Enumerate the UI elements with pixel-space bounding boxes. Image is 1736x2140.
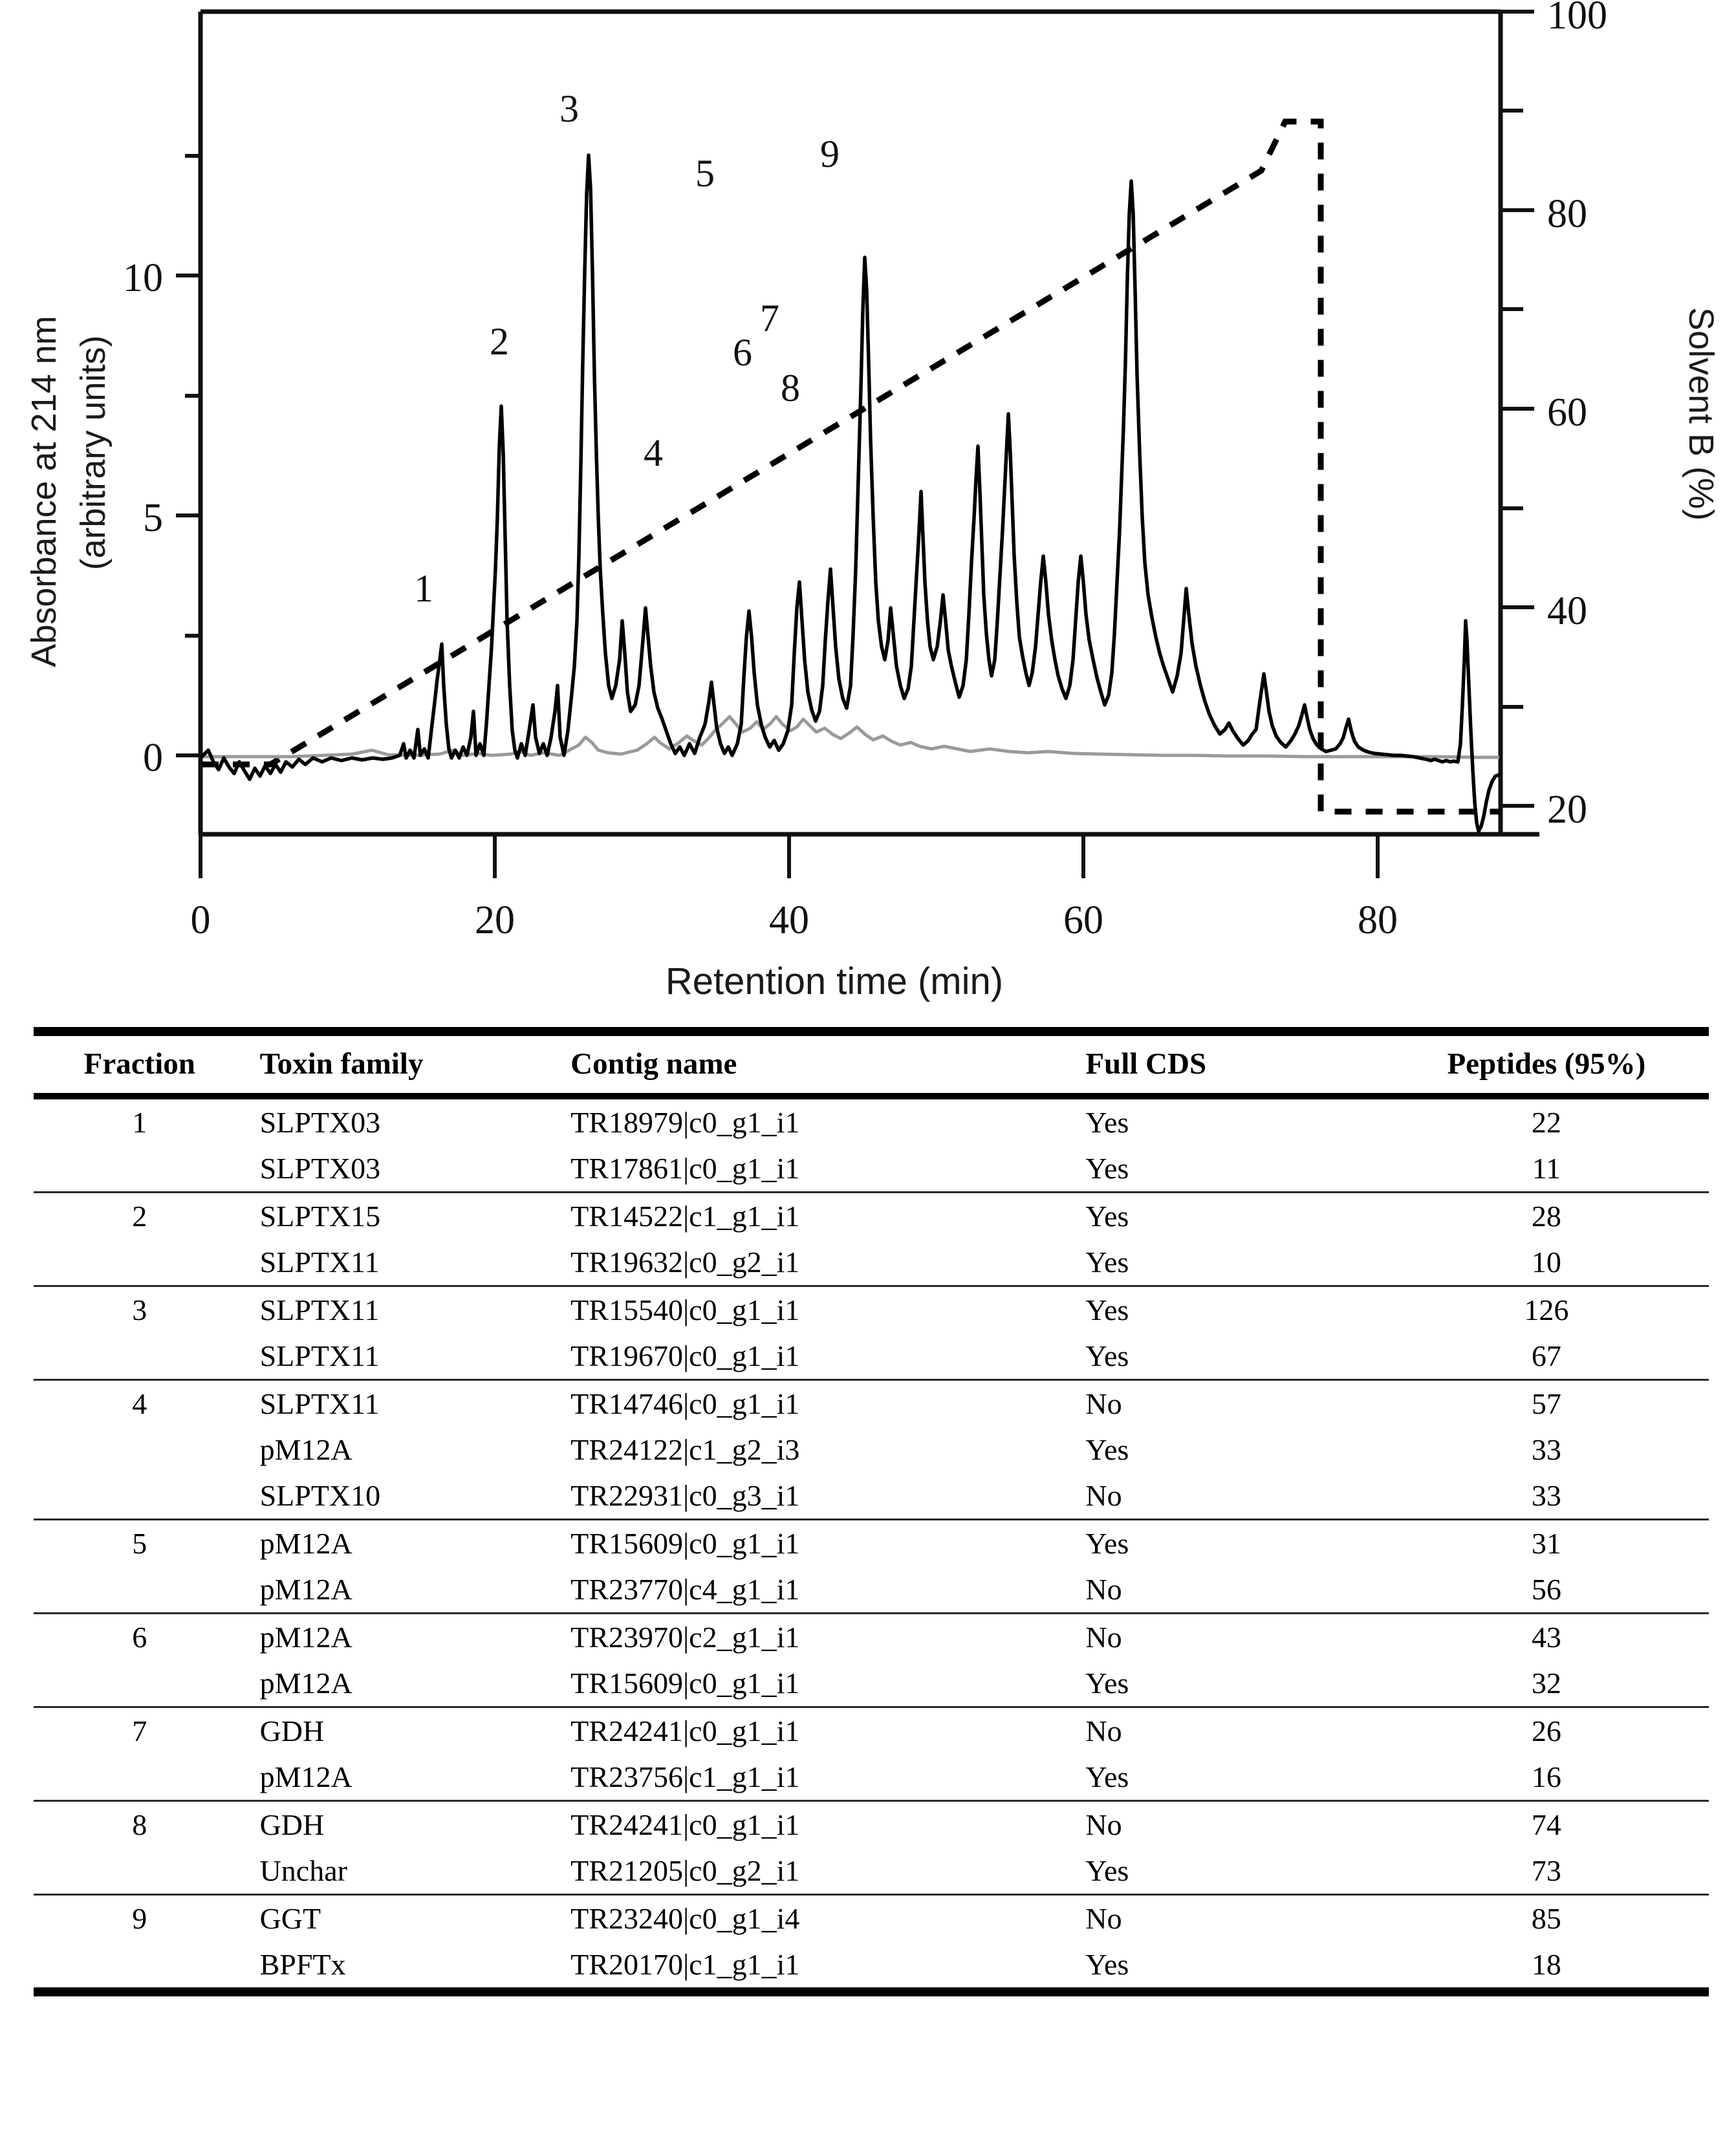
cell-peptides: 16 (1531, 1760, 1561, 1793)
peak-label-7: 7 (760, 297, 779, 340)
table-body (34, 1096, 1709, 1987)
cell-contig-name: TR23770|c4_g1_i1 (570, 1573, 800, 1606)
col-header-toxin-family: Toxin family (246, 1032, 558, 1096)
cell-toxin-family: pM12A (259, 1760, 353, 1793)
cell-fraction: 8 (34, 1801, 246, 1848)
right-tick-label-40: 40 (1547, 589, 1587, 633)
cell-full-cds: Yes (1085, 1106, 1129, 1139)
cell-fraction (34, 1566, 246, 1614)
cell-peptides: 57 (1384, 1380, 1709, 1427)
cell-full-cds: Yes (1085, 1760, 1129, 1793)
cell-peptides: 126 (1384, 1286, 1709, 1334)
table-row (34, 1520, 1709, 1567)
peak-label-1: 1 (414, 567, 433, 610)
cell-contig-name: TR24241|c0_g1_i1 (558, 1707, 1066, 1755)
cell-toxin-family: GGT (246, 1895, 558, 1942)
peak-label-4: 4 (644, 431, 663, 474)
cell-full-cds: Yes (1085, 1246, 1129, 1279)
cell-toxin-family: pM12A (246, 1614, 558, 1661)
cell-contig-name: TR15609|c0_g1_i1 (570, 1667, 800, 1700)
cell-contig-name: TR20170|c1_g1_i1 (570, 1948, 800, 1981)
table-bottom-rule (34, 1987, 1709, 1996)
peak-label-8: 8 (781, 367, 800, 409)
table-row (34, 1566, 1709, 1614)
table-row (34, 1427, 1709, 1473)
cell-fraction: 9 (34, 1895, 246, 1942)
cell-fraction (34, 1427, 246, 1473)
cell-contig-name: TR21205|c0_g2_i1 (570, 1854, 800, 1887)
cell-peptides: 73 (1531, 1854, 1561, 1887)
cell-fraction: 6 (34, 1614, 246, 1661)
cell-contig-name: TR23240|c0_g1_i4 (558, 1895, 1066, 1942)
cell-full-cds: No (1085, 1573, 1122, 1606)
col-header-contig-name: Contig name (558, 1032, 1066, 1096)
cell-full-cds: No (1066, 1380, 1383, 1427)
right-tick-label-20: 20 (1547, 788, 1587, 832)
cell-contig-name: TR19632|c0_g2_i1 (570, 1246, 800, 1279)
peak-label-2: 2 (490, 320, 509, 363)
cell-contig-name: TR23970|c2_g1_i1 (558, 1614, 1066, 1661)
table-row (34, 1660, 1709, 1707)
left-axis-title-line1: Absorbance at 214 nm (25, 316, 63, 667)
cell-fraction: 5 (34, 1520, 246, 1567)
cell-peptides: 33 (1531, 1433, 1561, 1466)
cell-peptides: 56 (1531, 1573, 1561, 1606)
cell-toxin-family: BPFTx (259, 1948, 346, 1981)
table-header (34, 1032, 1709, 1096)
cell-peptides: 67 (1531, 1339, 1561, 1372)
x-tick-label-80: 80 (1358, 898, 1398, 942)
left-tick-label-10: 10 (123, 256, 163, 300)
cell-peptides: 10 (1531, 1246, 1561, 1279)
right-axis-major-ticks (1501, 12, 1534, 806)
cell-contig-name: TR14522|c1_g1_i1 (558, 1193, 1066, 1240)
cell-peptides: 22 (1531, 1106, 1561, 1139)
peak-label-6: 6 (733, 331, 752, 374)
x-axis-ticks (201, 834, 1378, 878)
right-tick-label-60: 60 (1547, 391, 1587, 435)
cell-contig-name: TR15540|c0_g1_i1 (558, 1286, 1066, 1334)
table-row (34, 1333, 1709, 1380)
cell-fraction (34, 1660, 246, 1707)
cell-contig-name: TR14746|c0_g1_i1 (558, 1380, 1066, 1427)
x-tick-label-20: 20 (475, 898, 515, 942)
chart-svg (0, 0, 1736, 1009)
cell-peptides: 74 (1384, 1801, 1709, 1848)
cell-full-cds: No (1085, 1479, 1122, 1512)
x-tick-label-40: 40 (769, 898, 809, 942)
table-row (34, 1286, 1709, 1334)
cell-full-cds: No (1066, 1614, 1383, 1661)
cell-toxin-family: SLPTX10 (259, 1479, 381, 1512)
table-row (34, 1473, 1709, 1520)
cell-contig-name: TR17861|c0_g1_i1 (570, 1152, 800, 1185)
left-axis-title-line2: (arbitrary units) (74, 335, 113, 570)
cell-contig-name: TR24241|c0_g1_i1 (558, 1801, 1066, 1848)
cell-toxin-family: GDH (246, 1707, 558, 1755)
absorbance-trace (202, 155, 1499, 831)
cell-full-cds: Yes (1066, 1193, 1383, 1240)
table-row (34, 1941, 1709, 1987)
right-axis-title: Solvent B (%) (1682, 307, 1720, 521)
cell-fraction (34, 1145, 246, 1193)
cell-fraction (34, 1754, 246, 1801)
cell-contig-name: TR18979|c0_g1_i1 (570, 1106, 800, 1139)
cell-toxin-family: pM12A (246, 1520, 558, 1567)
cell-toxin-family: SLPTX11 (259, 1339, 380, 1372)
fraction-toxin-table (34, 1027, 1709, 1987)
cell-full-cds: Yes (1085, 1339, 1129, 1372)
x-tick-label-60: 60 (1063, 898, 1103, 942)
cell-peptides: 18 (1531, 1948, 1561, 1981)
fraction-toxin-table-wrap (34, 1027, 1709, 1996)
table-row (34, 1145, 1709, 1193)
cell-toxin-family: pM12A (259, 1573, 353, 1606)
cell-contig-name: TR22931|c0_g3_i1 (570, 1479, 800, 1512)
cell-fraction: 3 (34, 1286, 246, 1334)
cell-toxin-family: pM12A (259, 1667, 353, 1700)
cell-toxin-family: Unchar (259, 1854, 347, 1887)
table-row (34, 1707, 1709, 1755)
cell-fraction (34, 1941, 246, 1987)
cell-full-cds: Yes (1085, 1948, 1129, 1981)
cell-full-cds: No (1066, 1895, 1383, 1942)
cell-full-cds: Yes (1085, 1433, 1129, 1466)
left-tick-label-5: 5 (143, 496, 163, 540)
cell-peptides: 28 (1384, 1193, 1709, 1240)
left-axis-major-ticks (176, 276, 201, 755)
cell-toxin-family: SLPTX11 (259, 1246, 380, 1279)
peak-label-9: 9 (820, 133, 840, 175)
cell-fraction (34, 1333, 246, 1380)
cell-toxin-family: SLPTX15 (246, 1193, 558, 1240)
table-row (34, 1380, 1709, 1427)
cell-toxin-family: SLPTX11 (246, 1380, 558, 1427)
cell-toxin-family: SLPTX03 (259, 1106, 381, 1139)
x-tick-label-0: 0 (190, 898, 211, 942)
cell-contig-name: TR23756|c1_g1_i1 (570, 1760, 800, 1793)
right-tick-label-80: 80 (1547, 192, 1587, 236)
cell-fraction (34, 1473, 246, 1520)
cell-toxin-family: SLPTX03 (259, 1152, 381, 1185)
col-header-peptides: Peptides (95%) (1384, 1032, 1709, 1096)
baseline-trace (202, 717, 1499, 757)
cell-peptides: 26 (1384, 1707, 1709, 1755)
cell-fraction: 2 (34, 1193, 246, 1240)
cell-contig-name: TR24122|c1_g2_i3 (570, 1433, 800, 1466)
left-axis-minor-ticks (185, 156, 201, 636)
cell-peptides: 43 (1384, 1614, 1709, 1661)
cell-toxin-family: SLPTX11 (246, 1286, 558, 1334)
cell-fraction: 4 (34, 1380, 246, 1427)
cell-fraction (34, 1239, 246, 1286)
cell-peptides: 85 (1384, 1895, 1709, 1942)
cell-toxin-family: GDH (246, 1801, 558, 1848)
table-row (34, 1848, 1709, 1895)
col-header-full-cds: Full CDS (1066, 1032, 1383, 1096)
x-axis-title: Retention time (min) (665, 960, 1004, 1002)
cell-full-cds: Yes (1085, 1152, 1129, 1185)
table-row (34, 1754, 1709, 1801)
peak-label-3: 3 (559, 87, 579, 130)
table-header-row (34, 1032, 1709, 1096)
cell-peptides: 11 (1532, 1152, 1561, 1185)
cell-full-cds: No (1066, 1801, 1383, 1848)
cell-full-cds: Yes (1085, 1854, 1129, 1887)
cell-full-cds: Yes (1085, 1667, 1129, 1700)
table-row (34, 1801, 1709, 1848)
table-row (34, 1096, 1709, 1145)
cell-peptides: 32 (1531, 1667, 1561, 1700)
table-row (34, 1239, 1709, 1286)
cell-fraction: 7 (34, 1707, 246, 1755)
left-tick-label-0: 0 (143, 736, 163, 780)
table-row (34, 1895, 1709, 1942)
cell-peptides: 33 (1531, 1479, 1561, 1512)
cell-full-cds: No (1066, 1707, 1383, 1755)
chromatogram-chart (0, 0, 1736, 1009)
cell-fraction: 1 (132, 1106, 147, 1139)
table-row (34, 1193, 1709, 1240)
table-row (34, 1614, 1709, 1661)
cell-fraction (34, 1848, 246, 1895)
col-header-fraction: Fraction (34, 1032, 246, 1096)
cell-full-cds: Yes (1066, 1286, 1383, 1334)
cell-full-cds: Yes (1066, 1520, 1383, 1567)
cell-toxin-family: pM12A (259, 1433, 353, 1466)
peak-label-5: 5 (695, 152, 715, 195)
right-tick-label-100: 100 (1547, 0, 1607, 38)
cell-peptides: 31 (1384, 1520, 1709, 1567)
cell-contig-name: TR15609|c0_g1_i1 (558, 1520, 1066, 1567)
cell-contig-name: TR19670|c0_g1_i1 (570, 1339, 800, 1372)
